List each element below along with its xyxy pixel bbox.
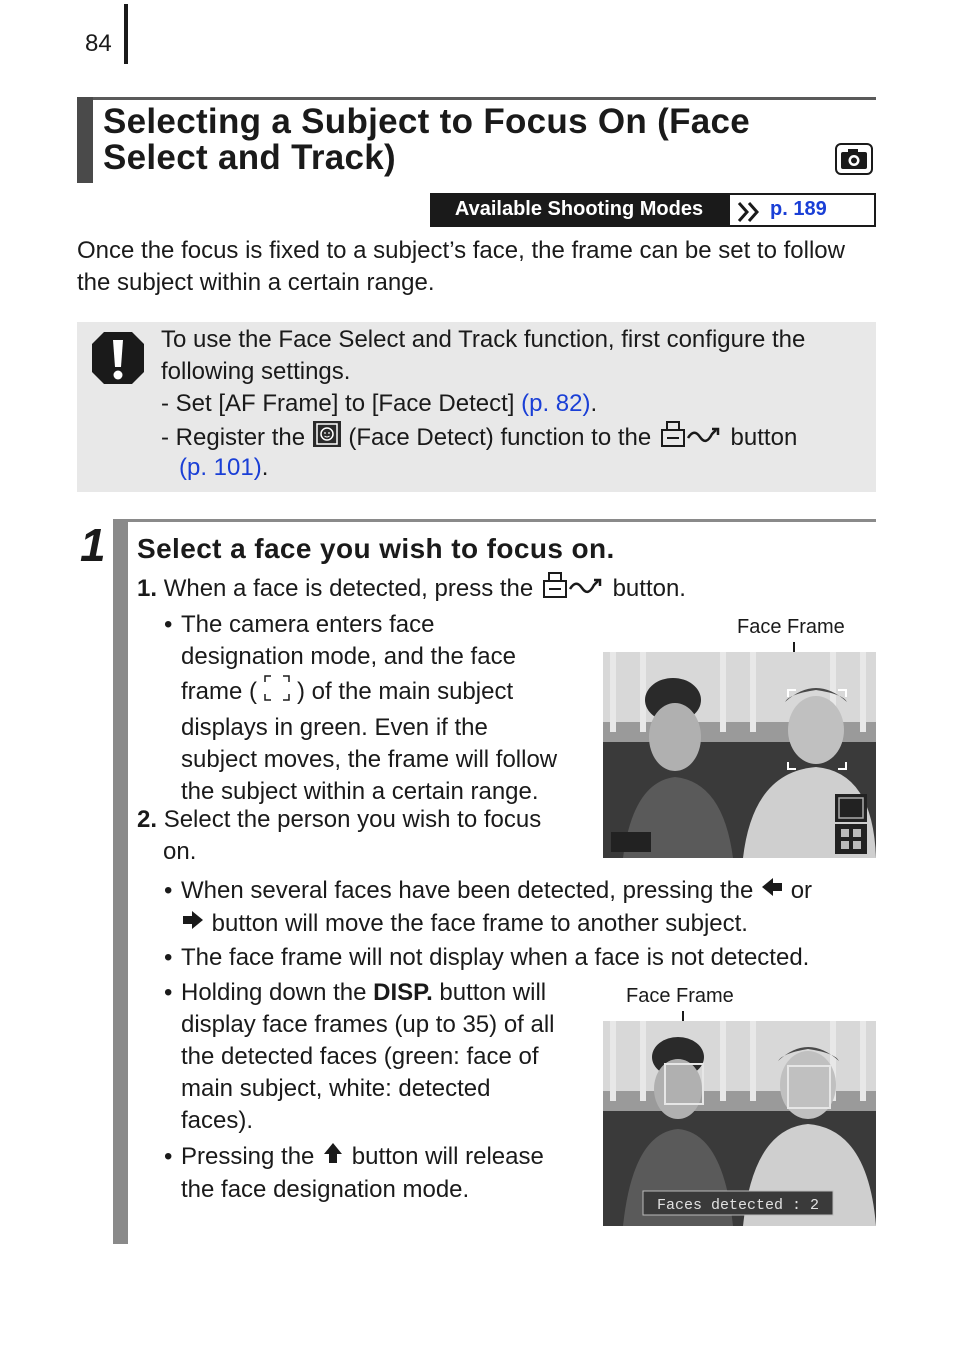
title-side-bar — [77, 97, 93, 183]
bullet-2: When several faces have been detected, pressing the or button will move the face frame to another subject. — [181, 875, 812, 941]
step-side-bar — [113, 522, 128, 1244]
link-p82[interactable]: (p. 82) — [521, 390, 591, 417]
page-number: 84 — [85, 30, 112, 57]
caution-item-register-ref: (p. 101). — [179, 454, 269, 481]
step-heading: Select a face you wish to focus on. — [137, 533, 615, 564]
bullet-marker: • — [164, 877, 173, 904]
faces-detected-overlay: Faces detected : 2 — [656, 1197, 820, 1214]
print-share-button-icon — [658, 420, 724, 457]
link-p101[interactable]: (p. 101) — [179, 454, 262, 481]
substep-1: 1. When a face is detected, press the button. — [137, 571, 686, 608]
bullet-marker: • — [164, 1143, 173, 1170]
faces-detected-screen-photo — [603, 1021, 876, 1226]
caution-item-af-frame: - Set [AF Frame] to [Face Detect] (p. 82). — [161, 390, 598, 417]
caution-text: To use the Face Select and Track function, first configure the following settings. — [161, 326, 806, 385]
caution-item-register: - Register the (Face Detect) function to the button — [161, 420, 797, 457]
shooting-modes-reference[interactable] — [728, 193, 876, 227]
bullet-4: Holding down the DISP. button will display face frames (up to 35) of all the detected faces (green: face of main subject, white: detected faces). — [181, 979, 555, 1134]
double-chevron-icon — [736, 201, 762, 223]
camera-icon — [835, 143, 873, 175]
shooting-modes-page-link[interactable]: p. 189 — [770, 198, 827, 220]
caution-exclamation-icon — [90, 330, 146, 391]
page-number-divider — [124, 4, 128, 64]
print-share-button-icon — [540, 571, 606, 608]
step-separator — [113, 519, 876, 522]
step-number: 1 — [80, 519, 106, 571]
left-arrow-button-icon — [760, 875, 784, 908]
bullet-1: The camera enters face designation mode, and the face frame ( ) of the main subject displays in green. Even if the subject moves, the frame will follow the subject within a certain range. — [181, 611, 558, 805]
available-shooting-modes — [430, 193, 876, 227]
figure1-caption: Face Frame — [737, 616, 845, 638]
bullet-3: The face frame will not display when a face is not detected. — [181, 944, 810, 971]
substep-2: 2. Select the person you wish to focus on. — [137, 806, 542, 865]
bullet-marker: • — [164, 944, 173, 971]
face-detect-icon — [312, 420, 342, 457]
shooting-modes-label: Available Shooting Modes — [430, 193, 728, 227]
bullet-marker: • — [164, 979, 173, 1006]
face-select-screen-photo — [603, 652, 876, 858]
up-arrow-button-icon — [321, 1141, 345, 1174]
disp-button-label: DISP. — [373, 979, 433, 1006]
title-top-rule — [77, 97, 876, 100]
intro-paragraph: Once the focus is fixed to a subject’s face, the frame can be set to follow the subject within a certain range. — [77, 237, 845, 296]
bullet-marker: • — [164, 611, 173, 638]
face-frame-icon — [257, 673, 297, 712]
page-title: Selecting a Subject to Focus On (Face Select and Track) — [103, 102, 751, 177]
right-arrow-button-icon — [181, 908, 205, 941]
bullet-5: Pressing the button will release the face designation mode. — [181, 1143, 544, 1204]
figure2-caption: Face Frame — [626, 985, 734, 1007]
